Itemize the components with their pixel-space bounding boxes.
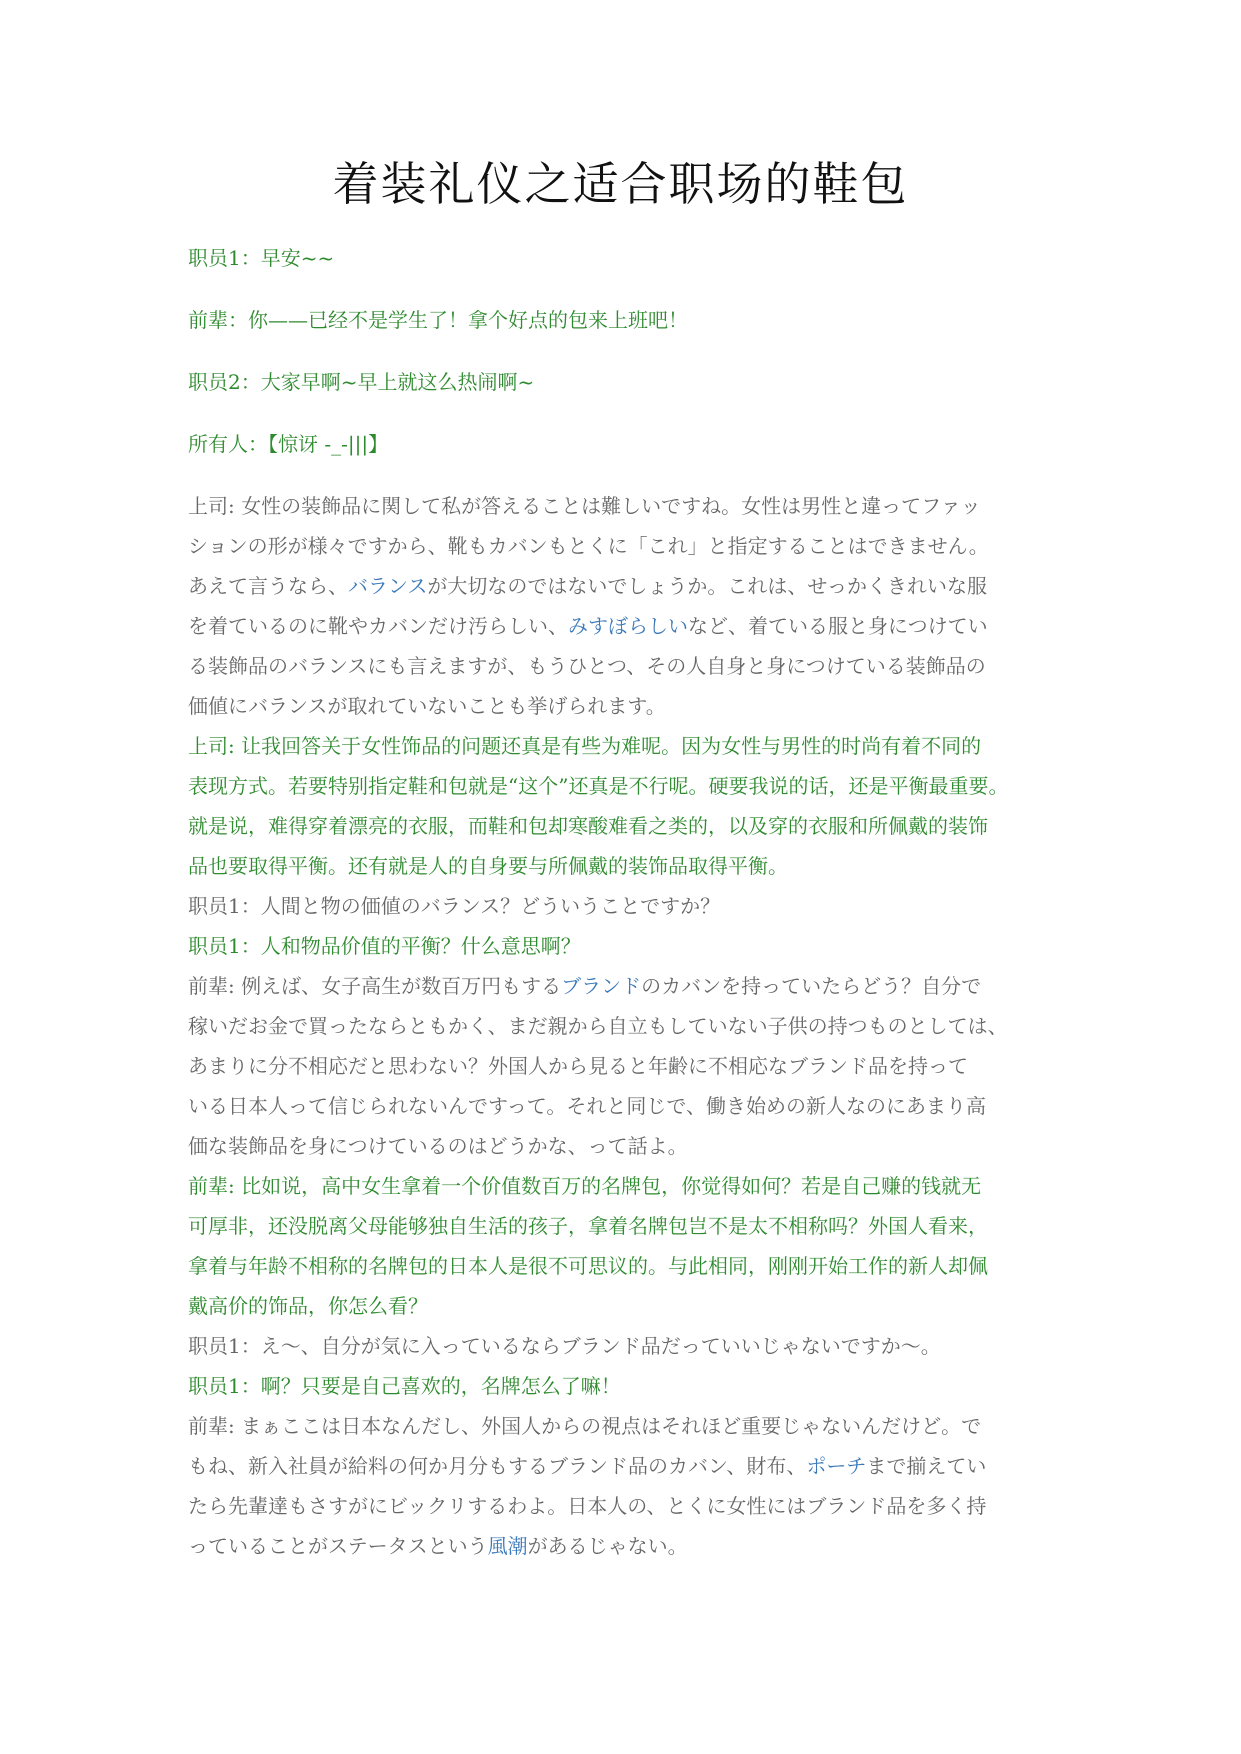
text-segment: 前辈: 比如说，高中女生拿着一个价值数百万的名牌包，你觉得如何？若是自己赚的钱就无: [188, 1174, 982, 1198]
text-segment: 表现方式。若要特别指定鞋和包就是“这个”还真是不行呢。硬要我说的话，还是平衡最重要。: [188, 774, 1009, 798]
highlighted-term: バランス: [348, 574, 428, 598]
text-line: [188, 1126, 1068, 1166]
text-segment: 品也要取得平衡。还有就是人的自身要与所佩戴的装饰品取得平衡。: [188, 854, 788, 878]
text-line: [188, 1166, 1068, 1206]
text-segment: など、着ている服と身につけてい: [688, 614, 988, 638]
text-segment: 职员1：え～、自分が気に入っているならブランド品だっていいじゃないですか～。: [188, 1334, 941, 1358]
intro-line-3: 职员2：大家早啊~早上就这么热闹啊~: [188, 370, 535, 394]
text-line: [188, 1446, 1068, 1486]
document-body: [188, 238, 1068, 1566]
text-segment: いる日本人って信じられないんですって。それと同じで、働き始めの新人なのにあまり高: [188, 1094, 986, 1118]
text-line: [188, 766, 1068, 806]
text-line: [188, 566, 1068, 606]
text-segment: が大切なのではないでしょうか。これは、せっかくきれいな服: [427, 574, 988, 598]
text-segment: 上司: 让我回答关于女性饰品的问题还真是有些为难呢。因为女性与男性的时尚有着不同的: [188, 734, 982, 758]
text-segment: る装飾品のバランスにも言えますが、もうひとつ、その人自身と身につけている装飾品の: [188, 654, 986, 678]
text-segment: たら先輩達もさすがにビックリするわよ。日本人の、とくに女性にはブランド品を多く持: [188, 1494, 987, 1518]
text-line: [188, 1046, 1068, 1086]
highlighted-term: ポーチ: [806, 1454, 867, 1478]
text-segment: ションの形が様々ですから、靴もカバンもとくに「これ」と指定することはできません。: [188, 534, 989, 558]
text-segment: 戴高价的饰品，你怎么看？: [188, 1294, 428, 1318]
text-segment: 职员1：啊？只要是自己喜欢的，名牌怎么了嘛！: [188, 1374, 621, 1398]
highlighted-term: 風潮: [487, 1534, 528, 1558]
text-segment: っていることがステータスという: [188, 1534, 488, 1558]
text-segment: 前辈: 例えば、女子高生が数百万円もする: [188, 974, 562, 998]
text-segment: 职员1：人和物品价值的平衡？什么意思啊？: [188, 934, 581, 958]
intro-line-4: 所有人：【惊讶 -_-|||】: [188, 432, 389, 456]
highlighted-term: みすぼらしい: [568, 614, 688, 638]
text-line: [188, 966, 1068, 1006]
text-segment: もね、新入社員が給料の何か月分もするブランド品のカバン、財布、: [188, 1454, 807, 1478]
text-line: [188, 646, 1068, 686]
text-line: [188, 886, 1068, 926]
text-line: [188, 926, 1068, 966]
text-segment: 拿着与年龄不相称的名牌包的日本人是很不可思议的。与此相同，刚刚开始工作的新人却佩: [188, 1254, 988, 1278]
text-line: [188, 1286, 1068, 1326]
text-segment: 职员1：人間と物の価値のバランス？どういうことですか？: [188, 894, 721, 918]
text-segment: 前辈: まぁここは日本なんだし、外国人からの視点はそれほど重要じゃないんだけど。で: [188, 1414, 982, 1438]
text-line: [188, 1326, 1068, 1366]
page-title: 着装礼仪之适合职场的鞋包: [332, 157, 909, 211]
text-line: [188, 486, 1068, 526]
text-line: [188, 1366, 1068, 1406]
text-line: [188, 1086, 1068, 1126]
text-segment: 可厚非，还没脱离父母能够独自生活的孩子，拿着名牌包岂不是太不相称吗？外国人看来，: [188, 1214, 988, 1238]
text-segment: 価値にバランスが取れていないことも挙げられます。: [188, 694, 666, 718]
highlighted-term: ブランド: [561, 974, 642, 998]
text-line: [188, 1526, 1068, 1566]
text-line: [188, 686, 1068, 726]
text-line: [188, 1246, 1068, 1286]
intro-line-1: 职员1：早安~~: [188, 246, 335, 270]
text-segment: 価な装飾品を身につけているのはどうかな、って話よ。: [188, 1134, 688, 1158]
dialogue-text: [188, 486, 1068, 1566]
text-line: [188, 1406, 1068, 1446]
intro-line-2: 前辈：你——已经不是学生了！拿个好点的包来上班吧！: [188, 308, 688, 332]
text-segment: あえて言うなら、: [188, 574, 348, 598]
text-line: [188, 606, 1068, 646]
text-segment: があるじゃない。: [527, 1534, 688, 1558]
text-segment: を着ているのに靴やカバンだけ汚らしい、: [188, 614, 568, 638]
text-line: [188, 846, 1068, 886]
text-segment: あまりに分不相応だと思わない？外国人から見ると年齢に不相応なブランド品を持って: [188, 1054, 968, 1078]
text-line: [188, 1486, 1068, 1526]
text-segment: 上司: 女性の装飾品に関して私が答えることは難しいですね。女性は男性と違ってファッ: [188, 494, 981, 518]
text-line: [188, 526, 1068, 566]
text-segment: のカバンを持っていたらどう？自分で: [641, 974, 982, 998]
text-line: [188, 1006, 1068, 1046]
text-line: [188, 806, 1068, 846]
text-segment: 稼いだお金で買ったならともかく、まだ親から自立もしていない子供の持つものとしては、: [188, 1014, 1008, 1038]
text-segment: まで揃えてい: [866, 1454, 987, 1478]
text-line: [188, 1206, 1068, 1246]
text-segment: 就是说，难得穿着漂亮的衣服，而鞋和包却寒酸难看之类的，以及穿的衣服和所佩戴的装饰: [188, 814, 988, 838]
text-line: [188, 726, 1068, 766]
